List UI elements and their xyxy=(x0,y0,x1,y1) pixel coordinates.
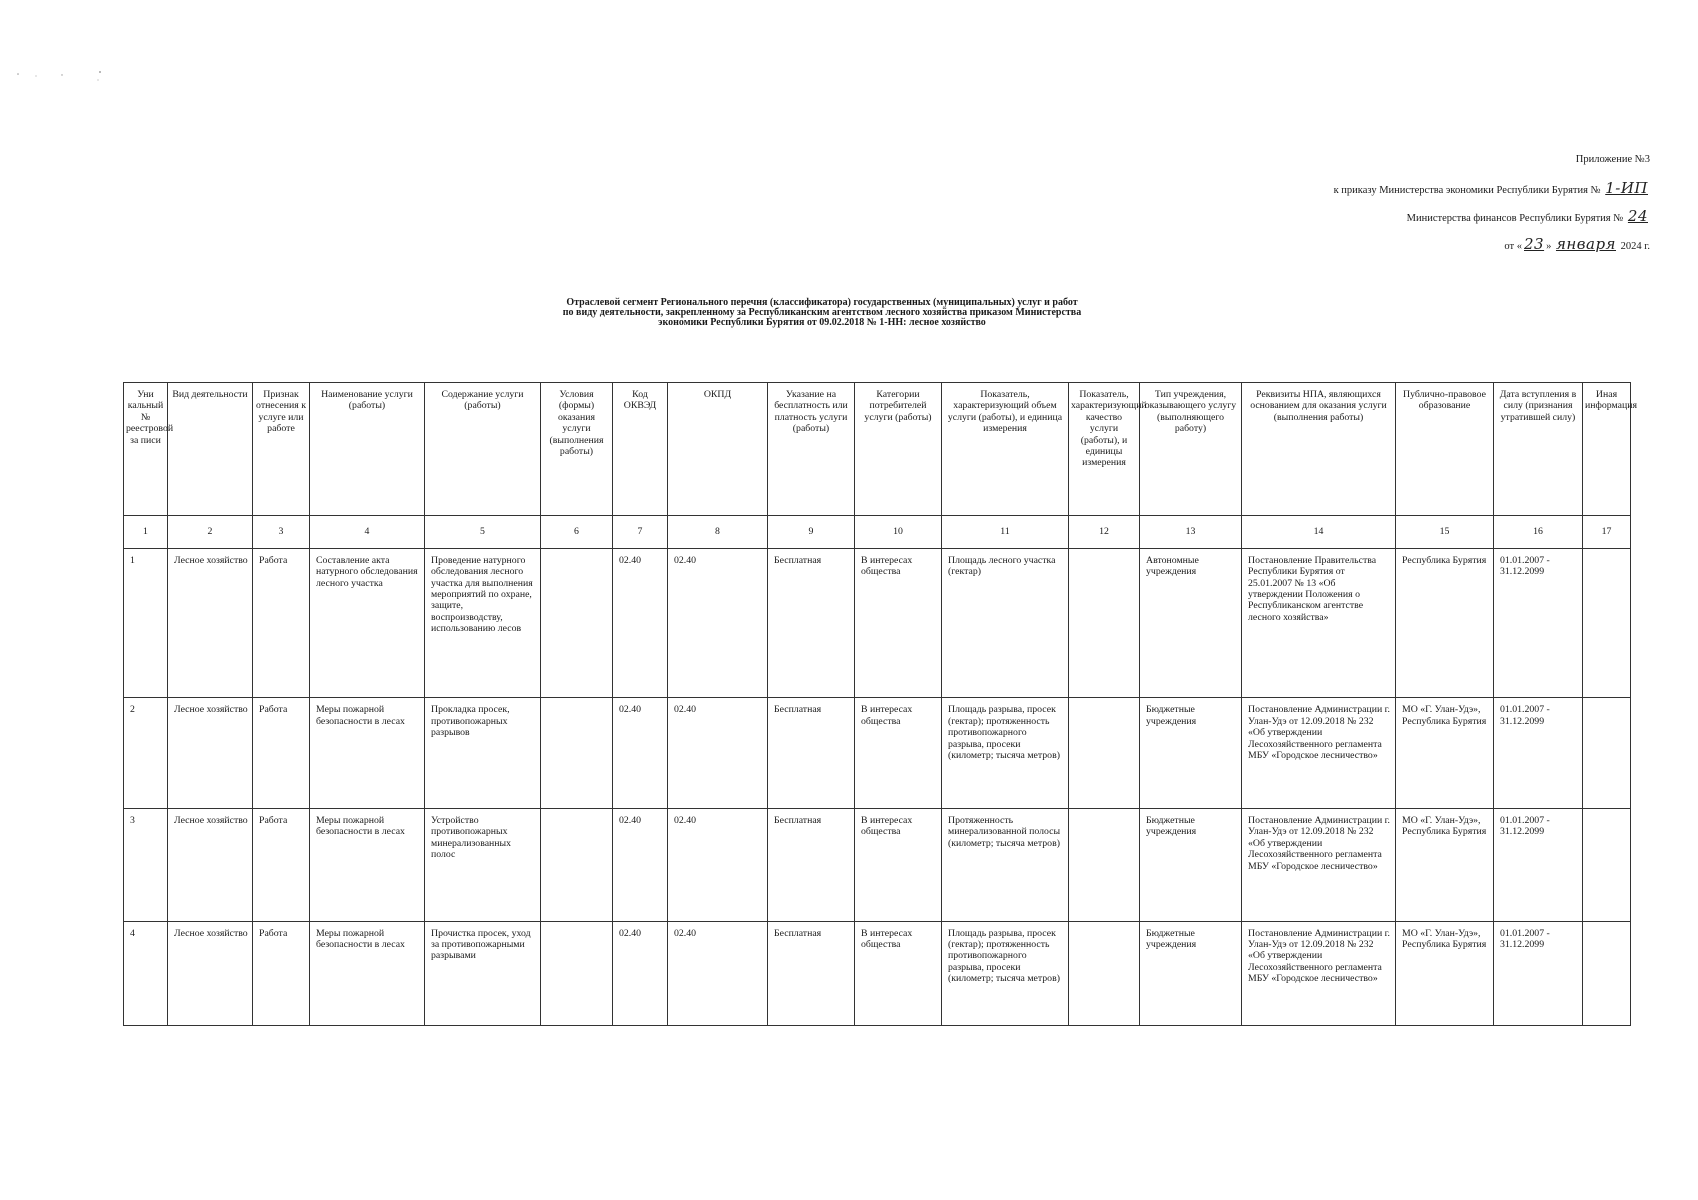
column-number: 11 xyxy=(942,516,1069,549)
table-cell: Бесплатная xyxy=(768,921,855,1025)
column-header: Наименование услуги (работы) xyxy=(310,383,425,516)
column-header: Показатель, характеризующий объем услуги (работы), и единица измерения xyxy=(942,383,1069,516)
table-cell xyxy=(1583,548,1631,697)
column-number-row xyxy=(124,516,1631,549)
column-header: Указание на бесплатность или платность услуги (работы) xyxy=(768,383,855,516)
table-cell: В интересах общества xyxy=(855,808,942,921)
table-cell: 4 xyxy=(124,921,168,1025)
table-cell: Бесплатная xyxy=(768,548,855,697)
table-cell: Работа xyxy=(253,921,310,1025)
column-header: Тип учреждения, оказывающего услугу (выполняющего работу) xyxy=(1140,383,1242,516)
column-number: 1 xyxy=(124,516,168,549)
column-number: 5 xyxy=(425,516,541,549)
table-cell: Площадь разрыва, просек (гектар); протяженность противопожарного разрыва, просеки (километр; тысяча метров) xyxy=(942,921,1069,1025)
handwritten-day: 23 xyxy=(1524,235,1545,253)
table-cell: Устройство противопожарных минерализованных полос xyxy=(425,808,541,921)
column-header: Публично-правовое образование xyxy=(1396,383,1494,516)
table-cell xyxy=(1069,921,1140,1025)
table-cell: Лесное хозяйство xyxy=(168,698,253,809)
table-cell: В интересах общества xyxy=(855,921,942,1025)
registry-table xyxy=(123,382,1637,1026)
table-cell: Работа xyxy=(253,698,310,809)
column-number: 6 xyxy=(541,516,613,549)
table-row xyxy=(124,698,1631,809)
table-cell: Автономные учреждения xyxy=(1140,548,1242,697)
table-row xyxy=(124,808,1631,921)
column-number: 13 xyxy=(1140,516,1242,549)
table-cell xyxy=(1069,698,1140,809)
column-header: Показатель, характеризующий качество услуги (работы), и единицы измерения xyxy=(1069,383,1140,516)
handwritten-number: 24 xyxy=(1627,207,1648,225)
table-cell: 02.40 xyxy=(613,548,668,697)
table-cell: 01.01.2007 - 31.12.2099 xyxy=(1494,921,1583,1025)
table-cell: 02.40 xyxy=(613,808,668,921)
column-header: Уни кальный № реестровой за писи xyxy=(124,383,168,516)
table-cell: Составление акта натурного обследования лесного участка xyxy=(310,548,425,697)
handwritten-month: января xyxy=(1555,235,1616,253)
table-cell: Постановление Администрации г. Улан-Удэ от 12.09.2018 № 232 «Об утверждении Лесохозяйственного регламента МБУ «Городское лесничество» xyxy=(1242,698,1396,809)
table-cell xyxy=(541,921,613,1025)
column-number: 14 xyxy=(1242,516,1396,549)
table-cell xyxy=(1583,921,1631,1025)
appendix-order-economy: к приказу Министерства экономики Республики Бурятия № 1-ИП xyxy=(1333,179,1648,197)
column-number: 2 xyxy=(168,516,253,549)
column-number: 4 xyxy=(310,516,425,549)
table-cell xyxy=(1583,808,1631,921)
column-header: Условия (формы) оказания услуги (выполнения работы) xyxy=(541,383,613,516)
table-cell: Лесное хозяйство xyxy=(168,808,253,921)
column-header: Категории потребителей услуги (работы) xyxy=(855,383,942,516)
table-cell: 02.40 xyxy=(668,921,768,1025)
table-cell: Постановление Правительства Республики Бурятия от 25.01.2007 № 13 «Об утверждении Положения о Республиканском агентстве лесного хозяйства» xyxy=(1242,548,1396,697)
table-cell: 02.40 xyxy=(668,808,768,921)
table-cell: Меры пожарной безопасности в лесах xyxy=(310,921,425,1025)
column-header: Иная информация xyxy=(1583,383,1631,516)
table-cell: 01.01.2007 - 31.12.2099 xyxy=(1494,698,1583,809)
column-number: 16 xyxy=(1494,516,1583,549)
table-row xyxy=(124,921,1631,1025)
column-number: 15 xyxy=(1396,516,1494,549)
table-cell: Республика Бурятия xyxy=(1396,548,1494,697)
column-header: Дата вступления в силу (признания утратившей силу) xyxy=(1494,383,1583,516)
table-cell: 01.01.2007 - 31.12.2099 xyxy=(1494,548,1583,697)
table-cell: 01.01.2007 - 31.12.2099 xyxy=(1494,808,1583,921)
column-header: ОКПД xyxy=(668,383,768,516)
column-number: 9 xyxy=(768,516,855,549)
column-number: 3 xyxy=(253,516,310,549)
column-number: 8 xyxy=(668,516,768,549)
table-cell: Работа xyxy=(253,548,310,697)
column-header: Содержание услуги (работы) xyxy=(425,383,541,516)
table-cell xyxy=(1069,808,1140,921)
table-cell: Площадь разрыва, просек (гектар); протяженность противопожарного разрыва, просеки (километр; тысяча метров) xyxy=(942,698,1069,809)
table-cell: Прокладка просек, противопожарных разрывов xyxy=(425,698,541,809)
table-cell: Лесное хозяйство xyxy=(168,548,253,697)
table-cell: В интересах общества xyxy=(855,548,942,697)
table-cell: 3 xyxy=(124,808,168,921)
handwritten-number: 1-ИП xyxy=(1605,179,1648,197)
table-cell: 02.40 xyxy=(613,921,668,1025)
table-cell: Меры пожарной безопасности в лесах xyxy=(310,698,425,809)
column-header: Реквизиты НПА, являющихся основанием для оказания услуги (выполнения работы) xyxy=(1242,383,1396,516)
table-cell: Площадь лесного участка (гектар) xyxy=(942,548,1069,697)
appendix-title: Приложение №3 xyxy=(1575,154,1650,165)
table-cell: В интересах общества xyxy=(855,698,942,809)
table-cell: Протяженность минерализованной полосы (километр; тысяча метров) xyxy=(942,808,1069,921)
table-cell: Работа xyxy=(253,808,310,921)
column-header: Вид деятельности xyxy=(168,383,253,516)
table-cell: Постановление Администрации г. Улан-Удэ от 12.09.2018 № 232 «Об утверждении Лесохозяйственного регламента МБУ «Городское лесничество» xyxy=(1242,921,1396,1025)
table-cell xyxy=(1069,548,1140,697)
table-cell: Бюджетные учреждения xyxy=(1140,698,1242,809)
column-number: 17 xyxy=(1583,516,1631,549)
table-row xyxy=(124,548,1631,697)
table-cell xyxy=(541,698,613,809)
table-cell: 2 xyxy=(124,698,168,809)
table-cell xyxy=(541,548,613,697)
table-cell: 02.40 xyxy=(668,698,768,809)
table-cell: Бесплатная xyxy=(768,808,855,921)
table-cell: Бюджетные учреждения xyxy=(1140,808,1242,921)
table-cell xyxy=(1583,698,1631,809)
table-cell: МО «Г. Улан-Удэ», Республика Бурятия xyxy=(1396,921,1494,1025)
table-cell: МО «Г. Улан-Удэ», Республика Бурятия xyxy=(1396,698,1494,809)
table-cell: Бесплатная xyxy=(768,698,855,809)
table-cell: Меры пожарной безопасности в лесах xyxy=(310,808,425,921)
header-row xyxy=(124,383,1631,516)
table-cell: 1 xyxy=(124,548,168,697)
table-cell: 02.40 xyxy=(668,548,768,697)
table-cell xyxy=(541,808,613,921)
column-number: 12 xyxy=(1069,516,1140,549)
appendix-block xyxy=(1334,155,1650,265)
appendix-date: от « 23 » января 2024 г. xyxy=(1504,235,1650,253)
column-number: 10 xyxy=(855,516,942,549)
table-cell: Проведение натурного обследования лесного участка для выполнения мероприятий по охране, защите, воспроизводству, использованию лесов xyxy=(425,548,541,697)
table-cell: МО «Г. Улан-Удэ», Республика Бурятия xyxy=(1396,808,1494,921)
appendix-order-finance: Министерства финансов Республики Бурятия № 24 xyxy=(1406,207,1648,225)
document-title: Отраслевой сегмент Регионального перечня (классификатора) государственных (муниципальных) услуг и работ по виду деятельности, закрепленному за Республиканским агентством лесного хозяйства приказом Министерства экономики Республики Бурятия от 09.02.2018 № 1-НН: лесное хозяйство xyxy=(562,297,1082,329)
table-cell: Бюджетные учреждения xyxy=(1140,921,1242,1025)
table-cell: Прочистка просек, уход за противопожарными разрывами xyxy=(425,921,541,1025)
scan-specks xyxy=(14,66,104,96)
table-cell: 02.40 xyxy=(613,698,668,809)
column-header: Код ОКВЭД xyxy=(613,383,668,516)
column-number: 7 xyxy=(613,516,668,549)
table-cell: Постановление Администрации г. Улан-Удэ от 12.09.2018 № 232 «Об утверждении Лесохозяйственного регламента МБУ «Городское лесничество» xyxy=(1242,808,1396,921)
table-cell: Лесное хозяйство xyxy=(168,921,253,1025)
column-header: Признак отнесения к услуге или работе xyxy=(253,383,310,516)
